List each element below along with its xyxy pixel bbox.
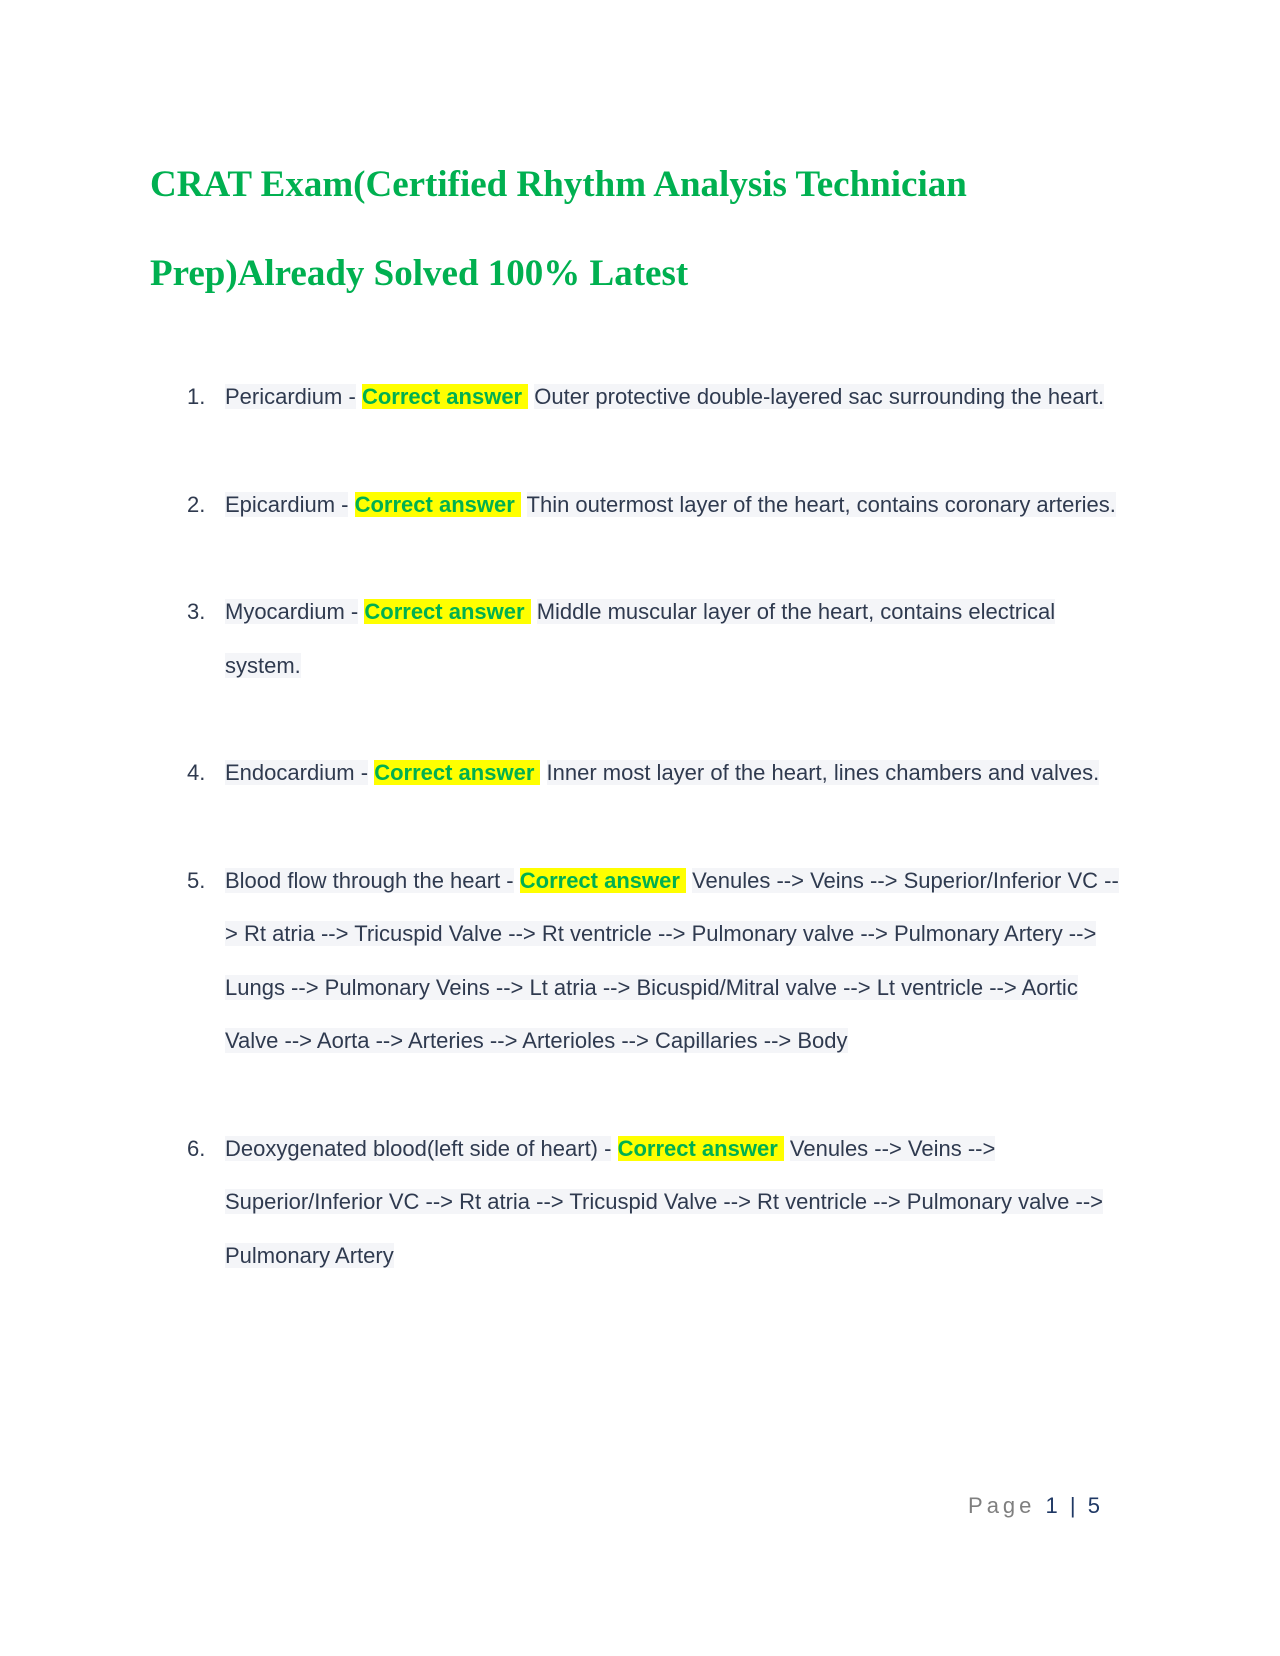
correct-answer-label: Correct answer [618,1136,784,1161]
title-line-2: Prep)Already Solved 100% Latest [150,253,689,294]
item-term: Endocardium - [225,760,369,785]
title-line-1: CRAT Exam(Certified Rhythm Analysis Technician [150,164,967,205]
item-term: Blood flow through the heart - [225,867,514,893]
item-number: 4. [187,760,206,785]
item-term: Myocardium - [225,599,359,624]
item-number: 3. [187,599,206,624]
item-term: Pericardium - [225,384,356,409]
correct-answer-label: Correct answer [364,599,530,624]
item-answer: Thin outermost layer of the heart, contains coronary arteries. [526,491,1116,517]
item-answer: Venules --> Veins --> Superior/Inferior VC --> Rt atria --> Tricuspid Valve --> Rt ventricle --> Pulmonary valve --> Pulmonary Artery --> Lungs --> Pulmonary Veins --> Lt atria --> Bicuspid/Mitral valve --> Lt ventricle --> Aortic Valve --> Aorta --> Arteries --> Arterioles --> Capillaries --> Body [225,867,1119,1053]
item-answer: Outer protective double-layered sac surrounding the heart. [534,384,1105,409]
correct-answer-label: Correct answer [355,492,521,517]
item-answer: Middle muscular layer of the heart, contains electrical system. [225,599,1056,678]
correct-answer-label: Correct answer [374,760,540,785]
item-number: 6. [187,1135,206,1161]
qa-item-1 [150,370,1130,424]
qa-item-3 [150,585,1130,692]
item-answer: Inner most layer of the heart, lines chambers and valves. [546,760,1100,785]
qa-item-2 [150,478,1130,532]
qa-list [150,370,1130,1336]
correct-answer-label: Correct answer [362,384,528,409]
page-label: Page [968,1493,1036,1518]
current-page-number: 1 [1045,1493,1058,1518]
item-term: Deoxygenated blood(left side of heart) - [225,1135,612,1161]
item-term: Epicardium - [225,491,349,517]
correct-answer-label: Correct answer [520,868,686,893]
page-footer [968,1493,1100,1519]
qa-item-4 [150,746,1130,800]
item-answer: Venules --> Veins --> Superior/Inferior VC --> Rt atria --> Tricuspid Valve --> Rt ventricle --> Pulmonary valve --> Pulmonary Artery [225,1135,1104,1268]
item-number: 2. [187,491,206,517]
item-number: 5. [187,867,206,893]
document-title [150,140,1150,318]
page-separator: | [1069,1493,1076,1518]
total-pages-number: 5 [1087,1493,1100,1518]
qa-item-5 [150,854,1130,1068]
qa-item-6 [150,1122,1130,1283]
item-number: 1. [187,384,206,409]
